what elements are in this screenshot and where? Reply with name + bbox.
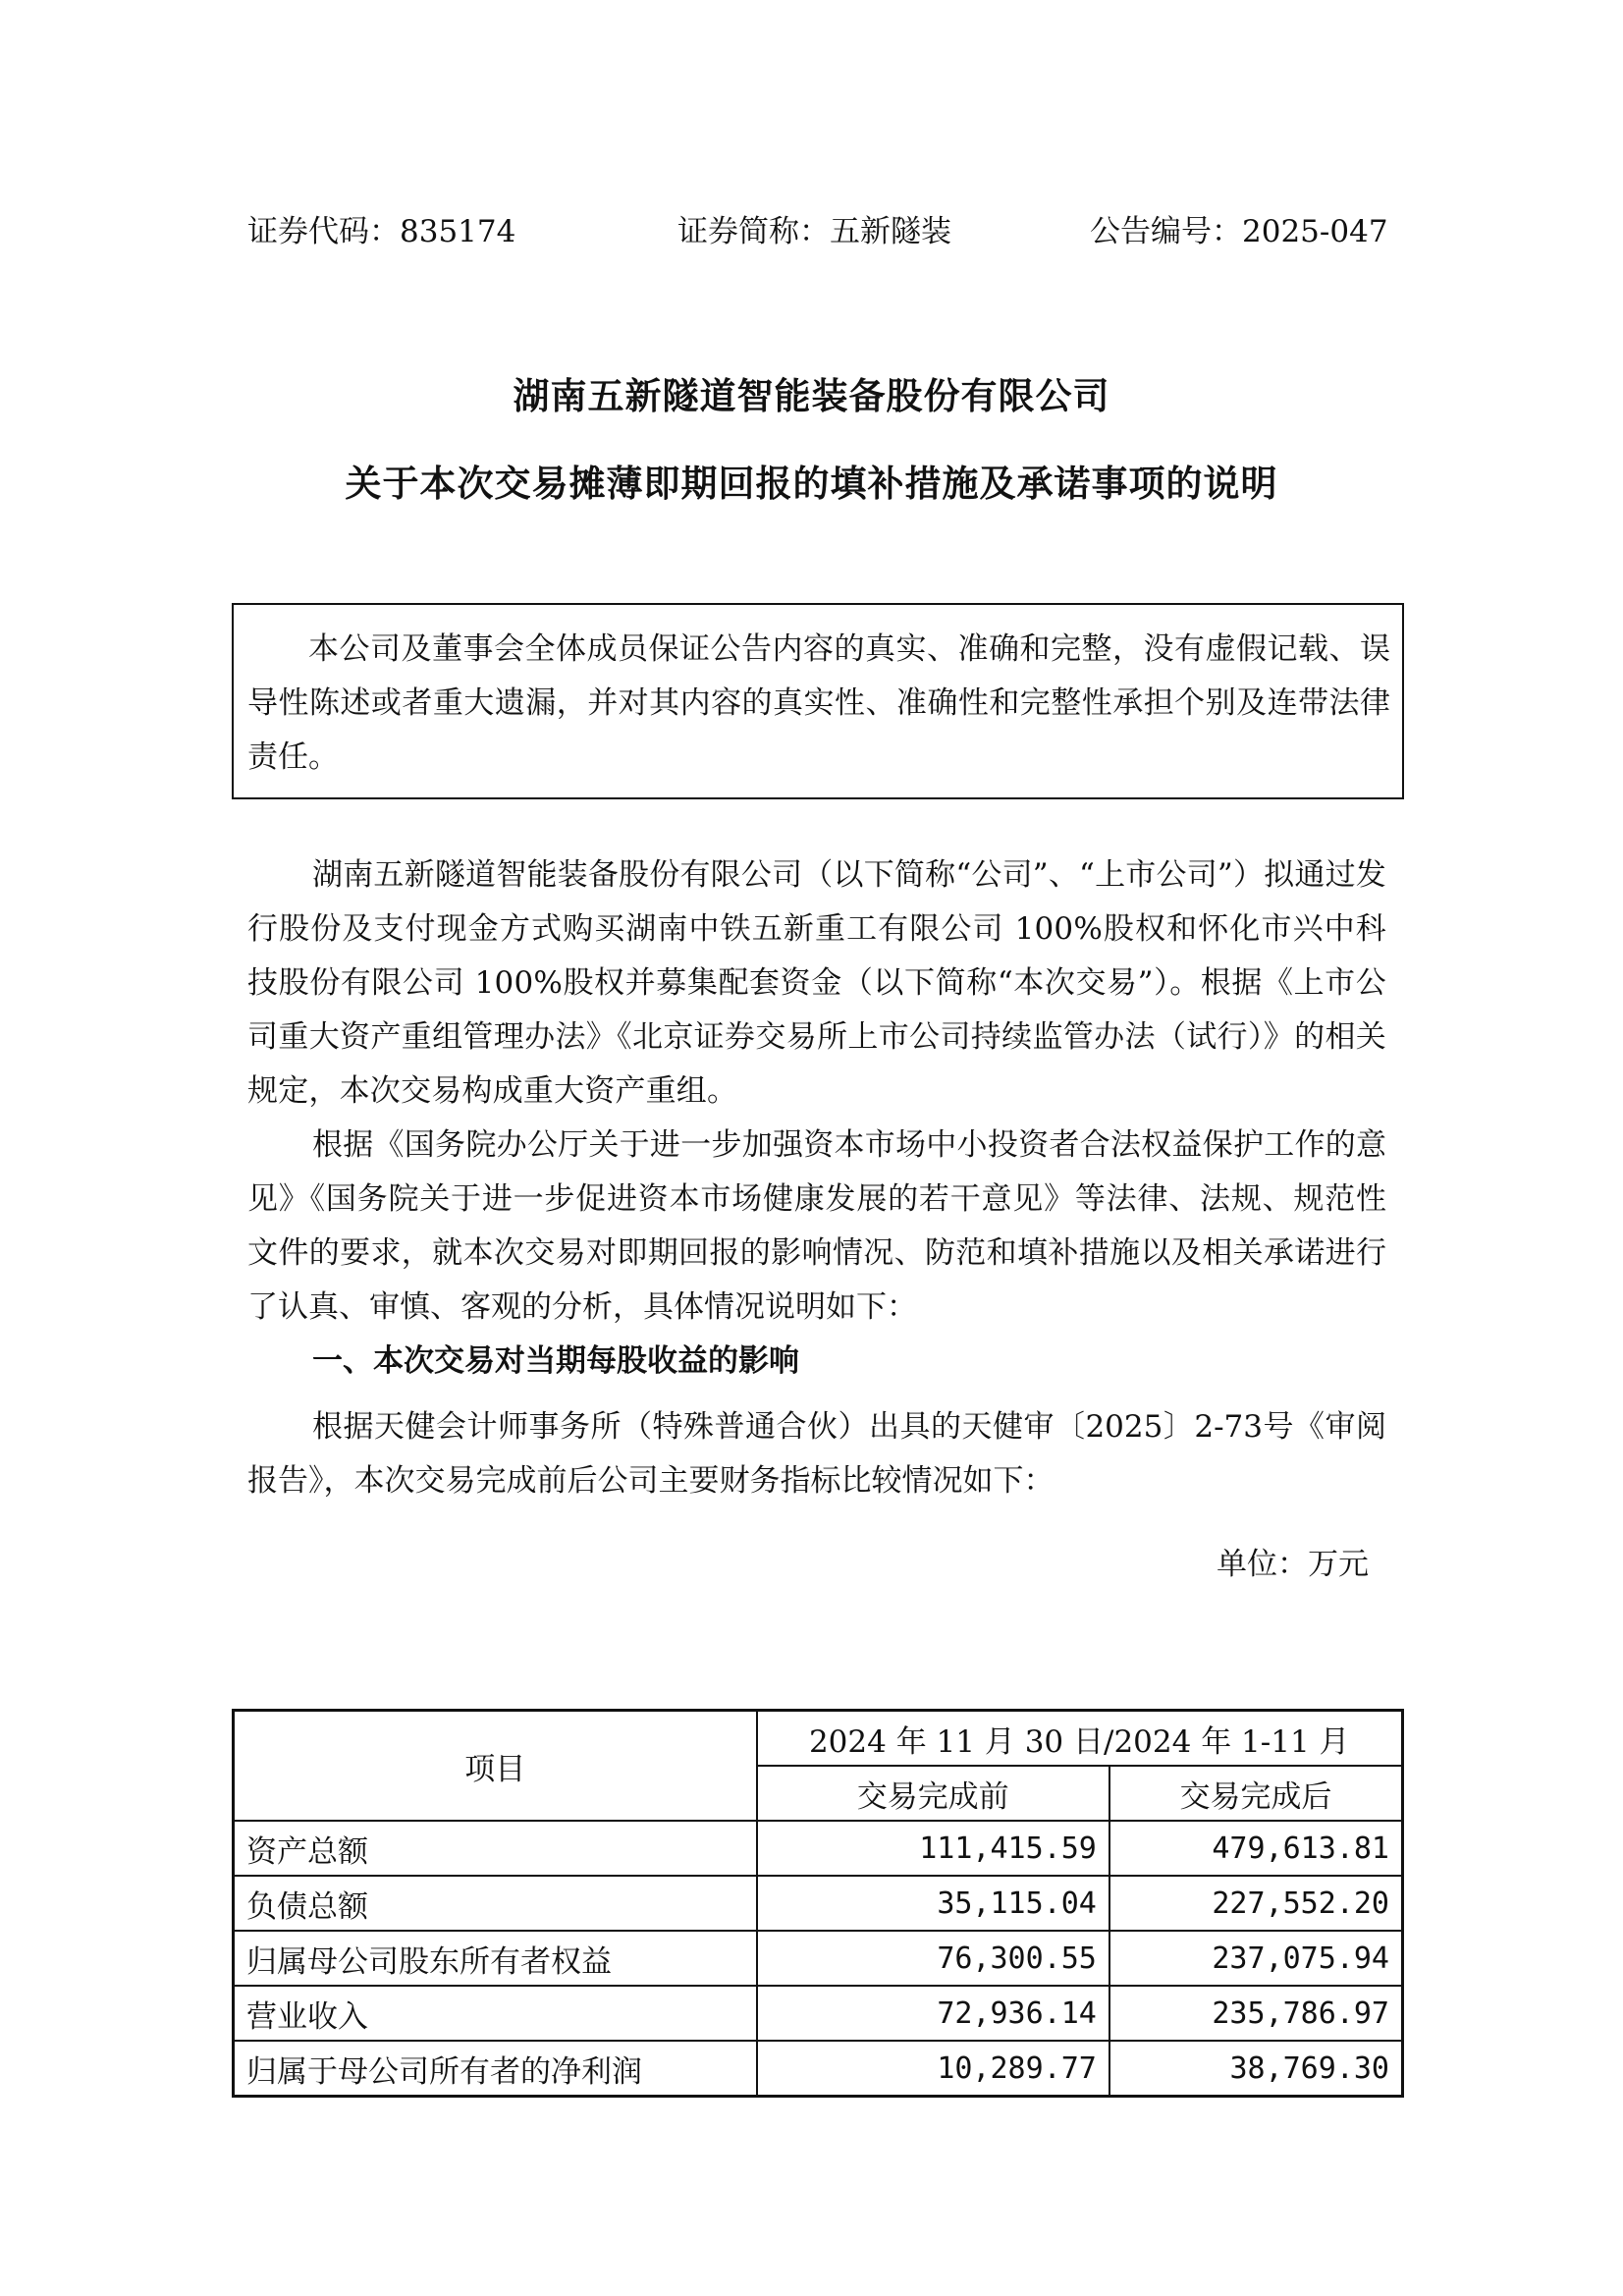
column-header-after: 交易完成后 <box>1109 1766 1403 1821</box>
paragraph-transaction-overview: 湖南五新隧道智能装备股份有限公司（以下简称“公司”、“上市公司”）拟通过发行股份及支付现金方式购买湖南中铁五新重工有限公司 100%股权和怀化市兴中科技股份有限公司 100%股权并募集配套资金（以下简称“本次交易”）。根据《上市公司重大资产重组管理办法》《北京证券交易所上市公司持续监管办法（试行）》的相关规定，本次交易构成重大资产重组。 <box>247 857 1386 1109</box>
table-row <box>234 1986 1403 2041</box>
document-body <box>247 848 1386 1592</box>
row-label: 归属母公司股东所有者权益 <box>234 1931 757 1986</box>
table-header-row <box>234 1711 1403 1767</box>
table-row <box>234 1821 1403 1876</box>
document-title: 关于本次交易摊薄即期回报的填补措施及承诺事项的说明 <box>345 462 1278 505</box>
table-row <box>234 2041 1403 2097</box>
value-after: 38,769.30 <box>1109 2041 1403 2097</box>
value-before: 76,300.55 <box>757 1931 1109 1986</box>
value-before: 111,415.59 <box>757 1821 1109 1876</box>
paragraph-review-report: 根据天健会计师事务所（特殊普通合伙）出具的天健审〔2025〕2-73号《审阅报告》，本次交易完成前后公司主要财务指标比较情况如下： <box>247 1409 1386 1499</box>
financial-indicators-table <box>232 1709 1404 2098</box>
value-before: 35,115.04 <box>757 1876 1109 1931</box>
table-row <box>234 1876 1403 1931</box>
row-label: 归属于母公司所有者的净利润 <box>234 2041 757 2097</box>
paragraph-legal-basis: 根据《国务院办公厅关于进一步加强资本市场中小投资者合法权益保护工作的意见》《国务院关于进一步促进资本市场健康发展的若干意见》等法律、法规、规范性文件的要求，就本次交易对即期回报的影响情况、防范和填补措施以及相关承诺进行了认真、审慎、客观的分析，具体情况说明如下： <box>247 1127 1386 1325</box>
board-statement: 本公司及董事会全体成员保证公告内容的真实、准确和完整，没有虚假记载、误导性陈述或者重大遗漏，并对其内容的真实性、准确性和完整性承担个别及连带法律责任。 <box>247 631 1390 775</box>
row-label: 负债总额 <box>234 1876 757 1931</box>
value-before: 10,289.77 <box>757 2041 1109 2097</box>
column-header-before: 交易完成前 <box>757 1766 1109 1821</box>
column-header-period: 2024 年 11 月 30 日/2024 年 1-11 月 <box>757 1711 1403 1767</box>
row-label: 资产总额 <box>234 1821 757 1876</box>
table-row <box>234 1931 1403 1986</box>
value-before: 72,936.14 <box>757 1986 1109 2041</box>
value-after: 235,786.97 <box>1109 1986 1403 2041</box>
announcement-header <box>247 206 1386 255</box>
value-after: 237,075.94 <box>1109 1931 1403 1986</box>
section-heading-eps-impact: 一、本次交易对当期每股收益的影响 <box>312 1343 799 1379</box>
board-statement-box <box>232 603 1404 799</box>
security-code: 证券代码：835174 <box>247 214 516 249</box>
row-label: 营业收入 <box>234 1986 757 2041</box>
announcement-number: 公告编号：2025-047 <box>1090 214 1388 249</box>
value-after: 479,613.81 <box>1109 1821 1403 1876</box>
security-abbreviation: 证券简称：五新隧装 <box>677 214 951 249</box>
column-header-item: 项目 <box>234 1711 757 1822</box>
unit-label: 单位：万元 <box>1217 1547 1369 1582</box>
value-after: 227,552.20 <box>1109 1876 1403 1931</box>
company-title: 湖南五新隧道智能装备股份有限公司 <box>513 374 1110 417</box>
